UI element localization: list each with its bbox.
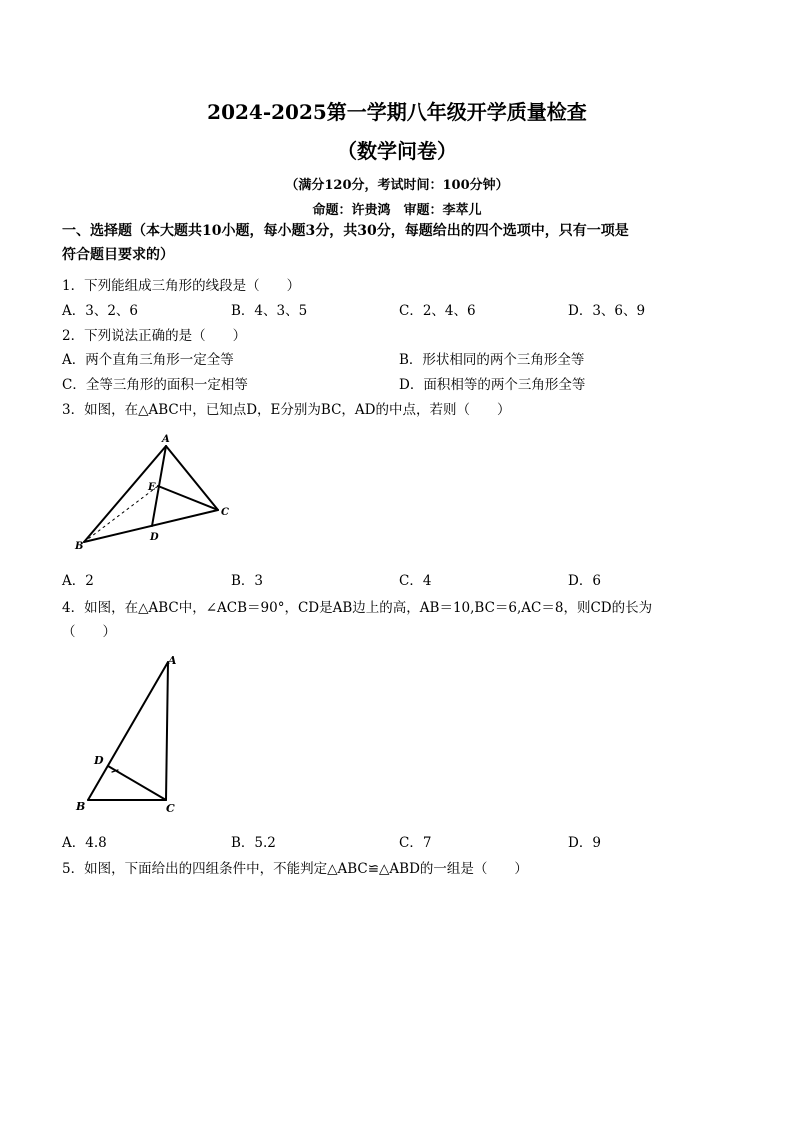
q1-option-a: A．3、2、6 bbox=[62, 303, 139, 319]
q4-triangle-figure bbox=[70, 650, 190, 820]
q3-stem: 3．如图，在△ABC中，已知点D，E分别为BC，AD的中点，若则（ ） bbox=[62, 402, 511, 418]
q4-label-b: B bbox=[76, 800, 86, 813]
q3-side-ab bbox=[84, 446, 166, 542]
q3-label-c: C bbox=[221, 507, 229, 518]
exam-authors: 命题：许贵鸿 审题：李萃儿 bbox=[312, 203, 482, 218]
q3-triangle-figure bbox=[70, 430, 250, 555]
q2-option-a: A．两个直角三角形一定全等 bbox=[62, 352, 234, 368]
q4-altitude-cd bbox=[108, 766, 166, 800]
q3-option-b: B．3 bbox=[231, 573, 264, 589]
q4-option-b: B．5.2 bbox=[231, 835, 276, 851]
q5-stem: 5．如图，下面给出的四组条件中，不能判定△ABC≌△ABD的一组是（ ） bbox=[62, 861, 528, 877]
q3-label-b: B bbox=[75, 541, 84, 552]
q1-option-b: B．4、3、5 bbox=[231, 303, 308, 319]
q3-label-a: A bbox=[162, 434, 170, 445]
q3-label-d: D bbox=[150, 532, 159, 543]
section-heading-line1: 一、选择题（本大题共10小题，每小题3分，共30分，每题给出的四个选项中，只有一项是 bbox=[62, 223, 629, 239]
q2-stem: 2．下列说法正确的是（ ） bbox=[62, 328, 247, 344]
q2-option-b: B．形状相同的两个三角形全等 bbox=[399, 352, 585, 368]
q4-side-ab bbox=[88, 662, 168, 800]
q3-option-d: D．6 bbox=[568, 573, 601, 589]
page-title: 2024-2025第一学期八年级开学质量检查 bbox=[207, 100, 587, 124]
exam-info: （满分120分，考试时间：100分钟） bbox=[285, 178, 509, 193]
q4-label-d: D bbox=[94, 754, 104, 767]
q4-option-a: A．4.8 bbox=[62, 835, 107, 851]
q3-option-a: A．2 bbox=[62, 573, 94, 589]
q2-option-d: D．面积相等的两个三角形全等 bbox=[399, 377, 586, 393]
q1-option-c: C．2、4、6 bbox=[399, 303, 476, 319]
q4-stem-line2: （ ） bbox=[62, 624, 116, 640]
q2-option-c: C．全等三角形的面积一定相等 bbox=[62, 377, 248, 393]
q1-stem: 1．下列能组成三角形的线段是（ ） bbox=[62, 278, 301, 294]
q3-option-c: C．4 bbox=[399, 573, 432, 589]
page-subtitle: （数学问卷） bbox=[337, 139, 457, 163]
q4-label-a: A bbox=[168, 654, 177, 667]
q4-stem-line1: 4．如图，在△ABC中，∠ACB＝90°，CD是AB边上的高，AB＝10,BC＝6,AC＝8，则CD的长为 bbox=[62, 600, 653, 616]
q4-option-c: C．7 bbox=[399, 835, 432, 851]
section-heading-line2: 符合题目要求的） bbox=[62, 247, 174, 263]
q4-label-c: C bbox=[166, 802, 175, 815]
q4-option-d: D．9 bbox=[568, 835, 601, 851]
q1-option-d: D．3、6、9 bbox=[568, 303, 646, 319]
q4-side-ac bbox=[166, 662, 168, 800]
q3-label-e: E bbox=[148, 482, 156, 493]
